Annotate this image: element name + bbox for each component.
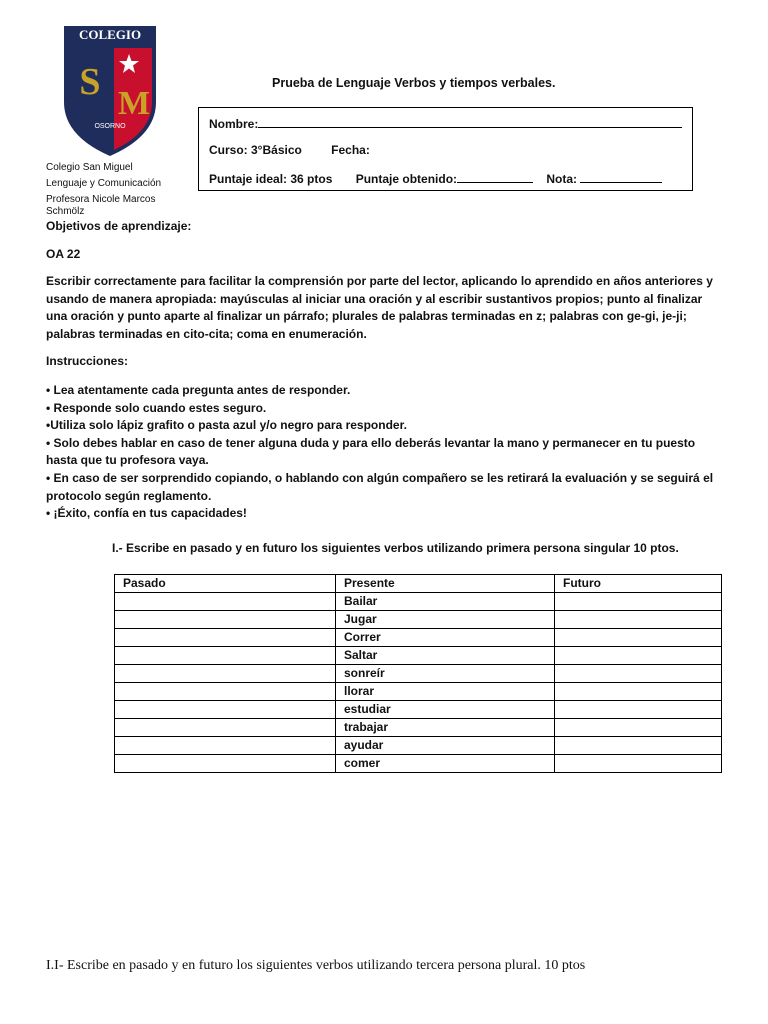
future-cell[interactable] bbox=[555, 647, 722, 665]
verbs-table bbox=[114, 574, 722, 773]
table-header-row bbox=[115, 575, 722, 593]
present-verb-cell: sonreír bbox=[336, 665, 555, 683]
future-cell[interactable] bbox=[555, 719, 722, 737]
instruction-item: • Lea atentamente cada pregunta antes de responder. bbox=[46, 383, 351, 397]
logo-top-text: COLEGIO bbox=[78, 27, 142, 42]
grade-label: Nota: bbox=[546, 172, 578, 186]
past-cell[interactable] bbox=[115, 737, 336, 755]
name-label: Nombre: bbox=[209, 117, 259, 131]
section-2-heading: I.I- Escribe en pasado y en futuro los siguientes verbos utilizando tercera persona plural. 10 ptos bbox=[46, 958, 586, 973]
future-cell[interactable] bbox=[555, 701, 722, 719]
teacher-surname: Schmölz bbox=[46, 206, 85, 217]
past-cell[interactable] bbox=[115, 593, 336, 611]
obtained-score-label: Puntaje obtenido: bbox=[355, 172, 458, 186]
past-cell[interactable] bbox=[115, 665, 336, 683]
past-cell[interactable] bbox=[115, 719, 336, 737]
table-row bbox=[115, 665, 722, 683]
future-cell[interactable] bbox=[555, 683, 722, 701]
future-cell[interactable] bbox=[555, 611, 722, 629]
past-cell[interactable] bbox=[115, 611, 336, 629]
instructions-list bbox=[46, 382, 722, 523]
column-header-future: Futuro bbox=[555, 575, 722, 593]
table-row bbox=[115, 647, 722, 665]
obtained-score-field[interactable] bbox=[457, 171, 533, 183]
future-cell[interactable] bbox=[555, 629, 722, 647]
school-subject: Lenguaje y Comunicación bbox=[46, 178, 162, 189]
past-cell[interactable] bbox=[115, 755, 336, 773]
objectives-label: Objetivos de aprendizaje: bbox=[46, 219, 192, 233]
past-cell[interactable] bbox=[115, 701, 336, 719]
present-verb-cell: estudiar bbox=[336, 701, 555, 719]
logo-initial-m: M bbox=[117, 85, 151, 122]
teacher-name: Profesora Nicole Marcos bbox=[46, 194, 156, 205]
instruction-item: • Solo debes hablar en caso de tener alguna duda y para ello deberás levantar la mano y permanecer en tu puesto hasta que tu profesora vaya. bbox=[46, 435, 696, 468]
column-header-present: Presente bbox=[336, 575, 555, 593]
school-crest-logo bbox=[62, 24, 158, 158]
school-name: Colegio San Miguel bbox=[46, 162, 133, 173]
past-cell[interactable] bbox=[115, 647, 336, 665]
table-row bbox=[115, 755, 722, 773]
future-cell[interactable] bbox=[555, 665, 722, 683]
ideal-score-label: Puntaje ideal: 36 ptos bbox=[209, 172, 333, 186]
grade-field[interactable] bbox=[580, 171, 662, 183]
present-verb-cell: trabajar bbox=[336, 719, 555, 737]
score-row bbox=[209, 171, 662, 186]
present-verb-cell: Bailar bbox=[336, 593, 555, 611]
name-row bbox=[209, 116, 682, 131]
course-row bbox=[209, 143, 370, 157]
future-cell[interactable] bbox=[555, 593, 722, 611]
table-row bbox=[115, 701, 722, 719]
objective-text: Escribir correctamente para facilitar la comprensión por parte del lector, aplicando lo aprendido en años anteriores y usando de manera apropiada: mayúsculas al iniciar una oración y al escribir sustantivos propios; punto al finalizar una oración y punto aparte al finalizar un párrafo; plurales de palabras terminadas en z; palabras con ge-gi, je-ji; palabras terminadas en cito-cita; coma en enumeración. bbox=[46, 274, 713, 341]
course-label: Curso: 3°Básico bbox=[209, 143, 302, 157]
instruction-item: • ¡Éxito, confía en tus capacidades! bbox=[46, 506, 247, 521]
date-label: Fecha: bbox=[331, 143, 370, 157]
section-1-heading: I.- Escribe en pasado y en futuro los siguientes verbos utilizando primera persona singular 10 ptos. bbox=[112, 541, 679, 555]
present-verb-cell: ayudar bbox=[336, 737, 555, 755]
future-cell[interactable] bbox=[555, 737, 722, 755]
column-header-past: Pasado bbox=[115, 575, 336, 593]
future-cell[interactable] bbox=[555, 755, 722, 773]
name-field[interactable] bbox=[258, 116, 682, 128]
past-cell[interactable] bbox=[115, 683, 336, 701]
test-title: Prueba de Lenguaje Verbos y tiempos verbales. bbox=[272, 76, 556, 90]
present-verb-cell: comer bbox=[336, 755, 555, 773]
logo-bottom-text: OSORNO bbox=[94, 123, 126, 130]
student-header-box bbox=[198, 107, 693, 191]
table-row bbox=[115, 719, 722, 737]
instruction-item: • Responde solo cuando estes seguro. bbox=[46, 400, 267, 415]
instruction-item: • En caso de ser sorprendido copiando, o hablando con algún compañero se les retirará la evaluación y se seguirá el protocolo según reglamento. bbox=[46, 470, 714, 503]
table-row bbox=[115, 593, 722, 611]
instructions-label: Instrucciones: bbox=[46, 354, 129, 368]
table-row bbox=[115, 629, 722, 647]
table-row bbox=[115, 737, 722, 755]
table-row bbox=[115, 611, 722, 629]
school-info bbox=[46, 160, 186, 220]
logo-initial-s: S bbox=[79, 61, 101, 103]
instruction-item: •Utiliza solo lápiz grafito o pasta azul y/o negro para responder. bbox=[46, 418, 407, 433]
oa-code: OA 22 bbox=[46, 247, 81, 261]
past-cell[interactable] bbox=[115, 629, 336, 647]
table-row bbox=[115, 683, 722, 701]
present-verb-cell: Jugar bbox=[336, 611, 555, 629]
present-verb-cell: llorar bbox=[336, 683, 555, 701]
present-verb-cell: Saltar bbox=[336, 647, 555, 665]
present-verb-cell: Correr bbox=[336, 629, 555, 647]
